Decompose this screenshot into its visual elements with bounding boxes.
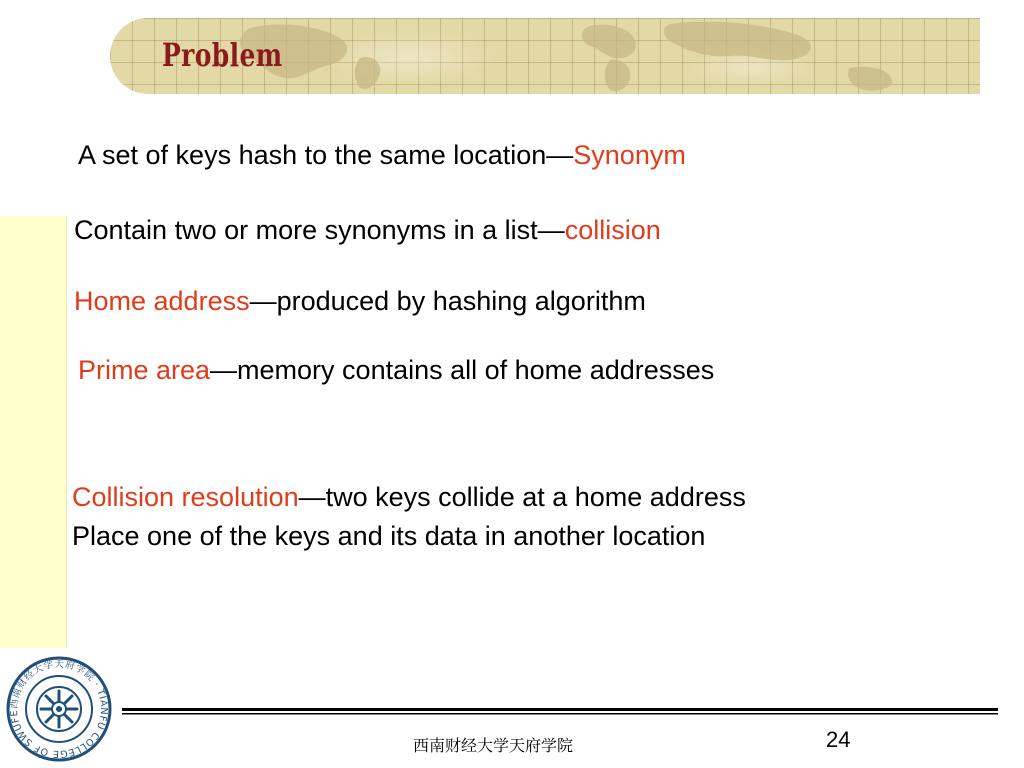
line-collision: Contain two or more synonyms in a list—collision [74,215,661,245]
svg-text:西南财经大学天府学院 · TIANFU COLLEGE OF: 西南财经大学天府学院 · TIANFU COLLEGE OF SWUFE [8,658,110,760]
term-prime-area: Prime area [78,355,211,385]
line-home-address: Home address—produced by hashing algorithm [74,286,646,316]
line-synonym: A set of keys hash to the same location—Synonym [78,140,686,170]
term-collision: collision [564,215,661,245]
footer-institution: 西南财经大学天府学院 [413,736,574,755]
university-seal-icon [6,656,112,762]
line-place-keys: Place one of the keys and its data in another location [72,521,706,551]
left-accent-bar [0,216,67,648]
line-prime-area: Prime area—memory contains all of home addresses [78,355,715,385]
term-synonym: Synonym [573,140,686,170]
line-collision-resolution: Collision resolution—two keys collide at a home address [72,482,746,512]
slide-title: Problem [162,36,283,74]
footer-divider [122,708,998,716]
term-collision-resolution: Collision resolution [72,482,299,512]
term-home-address: Home address [74,286,250,316]
page-number: 24 [826,727,851,752]
